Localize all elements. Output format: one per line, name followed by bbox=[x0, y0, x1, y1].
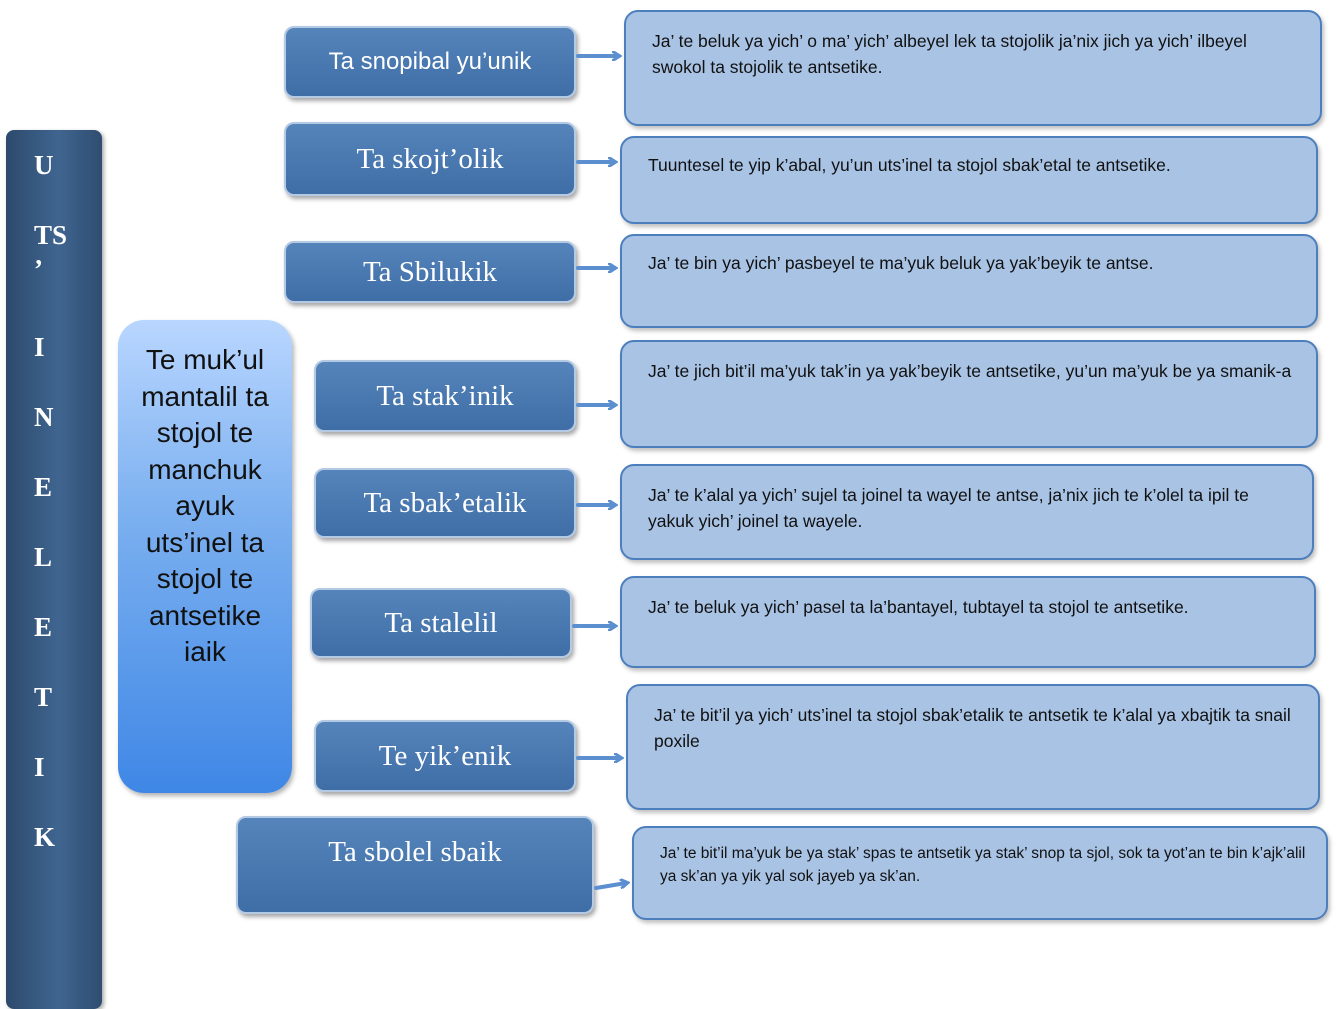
description-text: Ja’ te bit’il ma’yuk be ya stak’ spas te antsetik ya stak’ snop ta sjol, sok ta yot’an te bin k’ajk’alil ya sk’an ya yik yal sok jayeb ya sk’an. bbox=[660, 845, 1306, 885]
description-box bbox=[620, 576, 1316, 668]
side-title-letter: T bbox=[34, 682, 53, 712]
label-text: Ta stak’inik bbox=[376, 379, 514, 412]
label-text: Te yik’enik bbox=[378, 739, 512, 772]
side-title-letter: L bbox=[34, 542, 53, 572]
label-box-yikenik bbox=[314, 720, 576, 792]
description-box bbox=[620, 234, 1318, 328]
label-box-sbolel-sbaik bbox=[236, 816, 594, 914]
label-box-stalelil bbox=[310, 588, 572, 658]
label-text: Ta sbak’etalik bbox=[363, 486, 527, 519]
label-box-sbaketalik bbox=[314, 468, 576, 538]
label-text: Ta Sbilukik bbox=[362, 255, 498, 288]
label-box-snopibal bbox=[284, 26, 576, 98]
label-box-stakinik bbox=[314, 360, 576, 432]
label-text: Ta stalelil bbox=[384, 606, 498, 639]
side-title-letter: I bbox=[34, 752, 45, 782]
side-title-bar bbox=[6, 130, 102, 1009]
side-title-letter: N bbox=[34, 402, 54, 432]
side-title-letter: ’ bbox=[34, 254, 43, 284]
arrow bbox=[596, 883, 626, 888]
description-box bbox=[632, 826, 1328, 920]
label-text: Ta snopibal yu’unik bbox=[328, 48, 532, 75]
central-concept-text: Te muk’ul mantalil ta stojol te manchuk ayuk uts’inel ta stojol te antsetike iaik bbox=[141, 344, 269, 667]
side-title-letter: I bbox=[34, 332, 45, 362]
description-text: Ja’ te bit’il ya yich’ uts’inel ta stojol sbak’etalik te antsetik te k’alal ya xbajtik ta snail poxile bbox=[654, 705, 1291, 751]
description-text: Ja’ te beluk ya yich’ pasel ta la’bantayel, tubtayel ta stojol te antsetike. bbox=[648, 597, 1189, 617]
side-title-letter: E bbox=[34, 472, 53, 502]
side-title-letter: E bbox=[34, 612, 53, 642]
label-text: Ta skojt’olik bbox=[356, 142, 504, 175]
description-box bbox=[624, 10, 1322, 126]
description-box bbox=[626, 684, 1320, 810]
central-concept-box bbox=[118, 320, 292, 793]
description-text: Ja’ te bin ya yich’ pasbeyel te ma’yuk beluk ya yak’beyik te antse. bbox=[648, 253, 1154, 273]
description-box bbox=[620, 340, 1318, 448]
description-box bbox=[620, 464, 1314, 560]
label-box-skojtolik bbox=[284, 122, 576, 196]
label-text: Ta sbolel sbaik bbox=[328, 836, 502, 868]
side-title-letter: K bbox=[34, 822, 56, 852]
description-box bbox=[620, 136, 1318, 224]
side-title-letter: TS bbox=[34, 220, 68, 250]
description-text: Ja’ te jich bit’il ma’yuk tak’in ya yak’beyik te antsetike, yu’un ma’yuk be ya smanik-a bbox=[648, 361, 1292, 381]
label-box-sbilukik bbox=[284, 241, 576, 303]
description-text: Ja’ te k’alal ya yich’ sujel ta joinel ta wayel te antse, ja’nix jich te k’olel ta ipil te yakuk yich’ joinel ta wayele. bbox=[648, 485, 1249, 531]
description-text: Ja’ te beluk ya yich’ o ma’ yich’ albeyel lek ta stojolik ja’nix jich ya yich’ ilbeyel swokol ta stojolik te antsetike. bbox=[652, 31, 1247, 77]
side-title-letter: U bbox=[34, 150, 54, 180]
description-text: Tuuntesel te yip k’abal, yu’un uts’inel ta stojol sbak’etal te antsetike. bbox=[648, 155, 1171, 175]
